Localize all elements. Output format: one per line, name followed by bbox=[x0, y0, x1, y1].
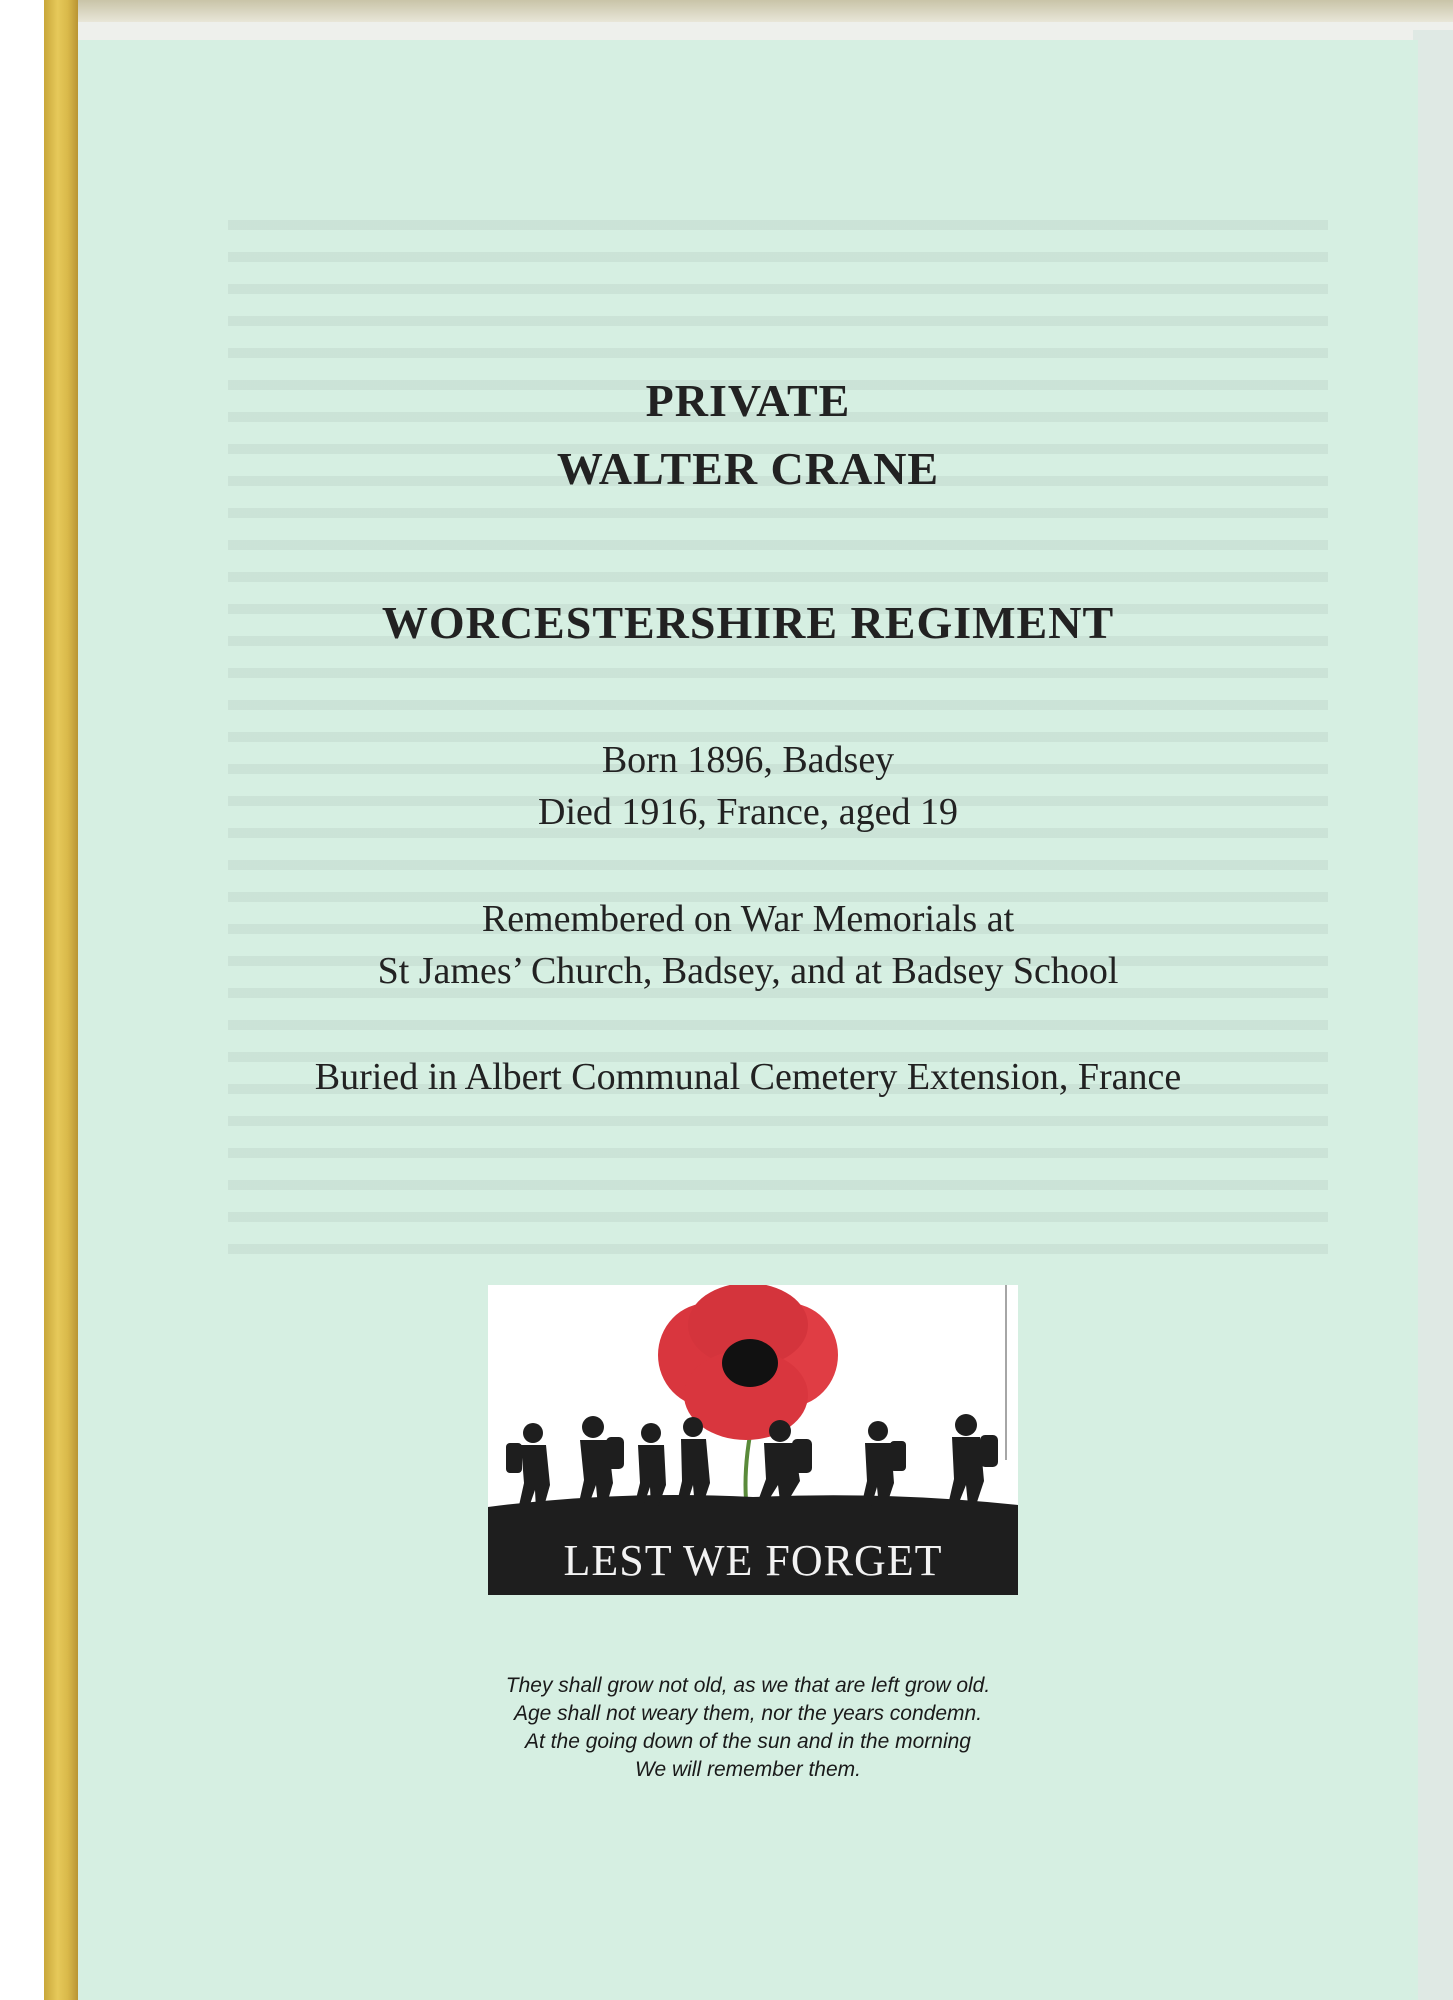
memorial-line-2: St James’ Church, Badsey, and at Badsey School bbox=[377, 950, 1119, 992]
verse-line: We will remember them. bbox=[635, 1758, 861, 1781]
title-name: WALTER CRANE bbox=[556, 443, 940, 494]
died-line: Died 1916, France, aged 19 bbox=[538, 791, 958, 833]
ground-silhouette bbox=[488, 1495, 1018, 1525]
binding-strip bbox=[44, 0, 78, 2000]
scan-left-margin bbox=[0, 0, 44, 2000]
verse-line: They shall grow not old, as we that are left grow old. bbox=[505, 1674, 991, 1697]
regiment-heading: WORCESTERSHIRE REGIMENT bbox=[381, 597, 1115, 648]
scan-top-edge bbox=[0, 0, 1453, 22]
lest-we-forget-emblem bbox=[488, 1285, 1018, 1595]
verse-line: At the going down of the sun and in the morning bbox=[525, 1730, 971, 1753]
born-line: Born 1896, Badsey bbox=[601, 739, 895, 781]
verse-line: Age shall not weary them, nor the years condemn. bbox=[513, 1702, 983, 1725]
burial-line: Buried in Albert Communal Cemetery Extension, France bbox=[314, 1056, 1182, 1098]
banner-text: LEST WE FORGET bbox=[563, 1536, 943, 1585]
cover-content bbox=[78, 40, 1418, 2000]
title-rank: PRIVATE bbox=[645, 375, 851, 426]
scan-right-margin bbox=[1413, 30, 1453, 2000]
ode-of-remembrance bbox=[78, 1672, 1418, 1784]
memorial-line-1: Remembered on War Memorials at bbox=[481, 898, 1015, 940]
